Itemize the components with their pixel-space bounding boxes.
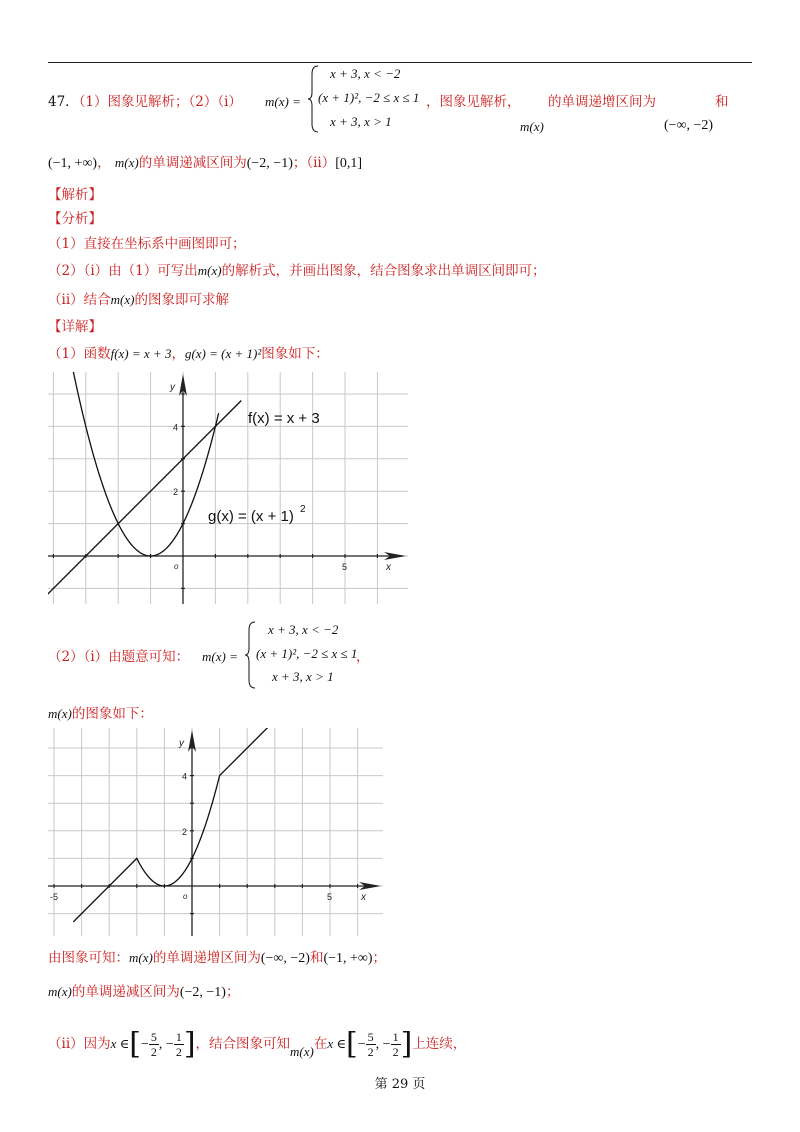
tick-label-x-5: 5	[342, 562, 348, 572]
origin-label: o	[183, 892, 188, 901]
heading-xiangjie: 【详解】	[48, 319, 102, 335]
m-def-lhs: m(x) =	[265, 94, 301, 109]
interval-inc1: (−∞, −2)	[664, 118, 714, 133]
f-label: f(x) = x + 3	[248, 410, 320, 427]
answer-line-2: (−1, +∞)， m(x)的单调递减区间为(−2, −1)；（ii）[0,1]	[48, 155, 363, 171]
tick-label-y-4: 4	[182, 771, 188, 782]
graph-1	[48, 372, 408, 604]
def-comma: ，	[356, 649, 370, 665]
case-2-1: x + 3, x < −2	[268, 622, 339, 637]
inc-text: 的单调递增区间为	[548, 94, 656, 110]
case-1: x + 3, x < −2	[330, 66, 401, 81]
answer-line-1	[48, 93, 242, 111]
case-3: x + 3, x > 1	[330, 114, 392, 129]
case-2-3: x + 3, x > 1	[272, 669, 334, 684]
page-footer: 第 29 页	[374, 1077, 426, 1092]
x-axis-label: x	[386, 562, 391, 573]
detail-line-6: （ii）因为x ∈[− $\frac{5}{2}$ , − $\frac{1}{2}$ ]，结合图象可知m(x)在x ∈[− $\frac{5}{2}$ , − $\frac{1}{2}$ ]上连续，	[48, 1026, 467, 1062]
and-text: 和	[715, 94, 729, 110]
heading-jiexi: 【解析】	[48, 187, 102, 203]
case-2-2: (x + 1)², −2 ≤ x ≤ 1	[256, 646, 358, 661]
detail-line-3: m(x)的图象如下：	[48, 706, 153, 722]
detail-line-2: （2）（i）由题意可知：	[48, 649, 190, 665]
tick-label-x-neg5: -5	[50, 892, 59, 902]
x-axis-label: x	[361, 892, 366, 903]
y-axis-label: y	[179, 738, 184, 749]
m-label: m(x)	[520, 119, 544, 134]
tick-label-y-2: 2	[182, 826, 188, 837]
g-label: g(x) = (x + 1)	[208, 508, 294, 525]
heading-fenxi: 【分析】	[48, 211, 102, 227]
series-g-curve	[57, 372, 219, 556]
detail-line-5: m(x)的单调递减区间为(−2, −1)；	[48, 984, 240, 1000]
series-m-curve	[73, 728, 274, 922]
header-rule	[48, 62, 752, 63]
origin-label: o	[174, 562, 179, 571]
detail-line-4: 由图象可知：m(x)的单调递增区间为(−∞, −2)和(−1, +∞)；	[48, 950, 387, 966]
analysis-line-3: （ii）结合m(x)的图象即可求解	[48, 292, 229, 308]
m-def-lhs-2: m(x) =	[202, 649, 238, 664]
answer-intro: （1）图象见解析；（2）（i）	[78, 94, 242, 110]
answer-intro-b: ，图象见解析，	[426, 94, 521, 110]
g-label-sup: 2	[300, 504, 306, 515]
y-axis-label: y	[170, 382, 175, 393]
case-2: (x + 1)², −2 ≤ x ≤ 1	[318, 90, 420, 105]
tick-label-y-4: 4	[173, 422, 179, 433]
detail-line-1: （1）函数f(x) = x + 3，g(x) = (x + 1)²图象如下：	[48, 346, 329, 362]
graph-2	[48, 728, 383, 936]
analysis-line-2: （2）（i）由（1）可写出m(x)的解析式，并画出图象，结合图象求出单调区间即可；	[48, 263, 546, 279]
problem-number: 47．	[48, 94, 79, 110]
tick-label-y-2: 2	[173, 487, 179, 498]
series-f-line	[48, 400, 241, 594]
analysis-line-1: （1）直接在坐标系中画图即可；	[48, 236, 246, 252]
brace-2	[243, 620, 257, 690]
tick-label-x-5: 5	[327, 892, 333, 902]
